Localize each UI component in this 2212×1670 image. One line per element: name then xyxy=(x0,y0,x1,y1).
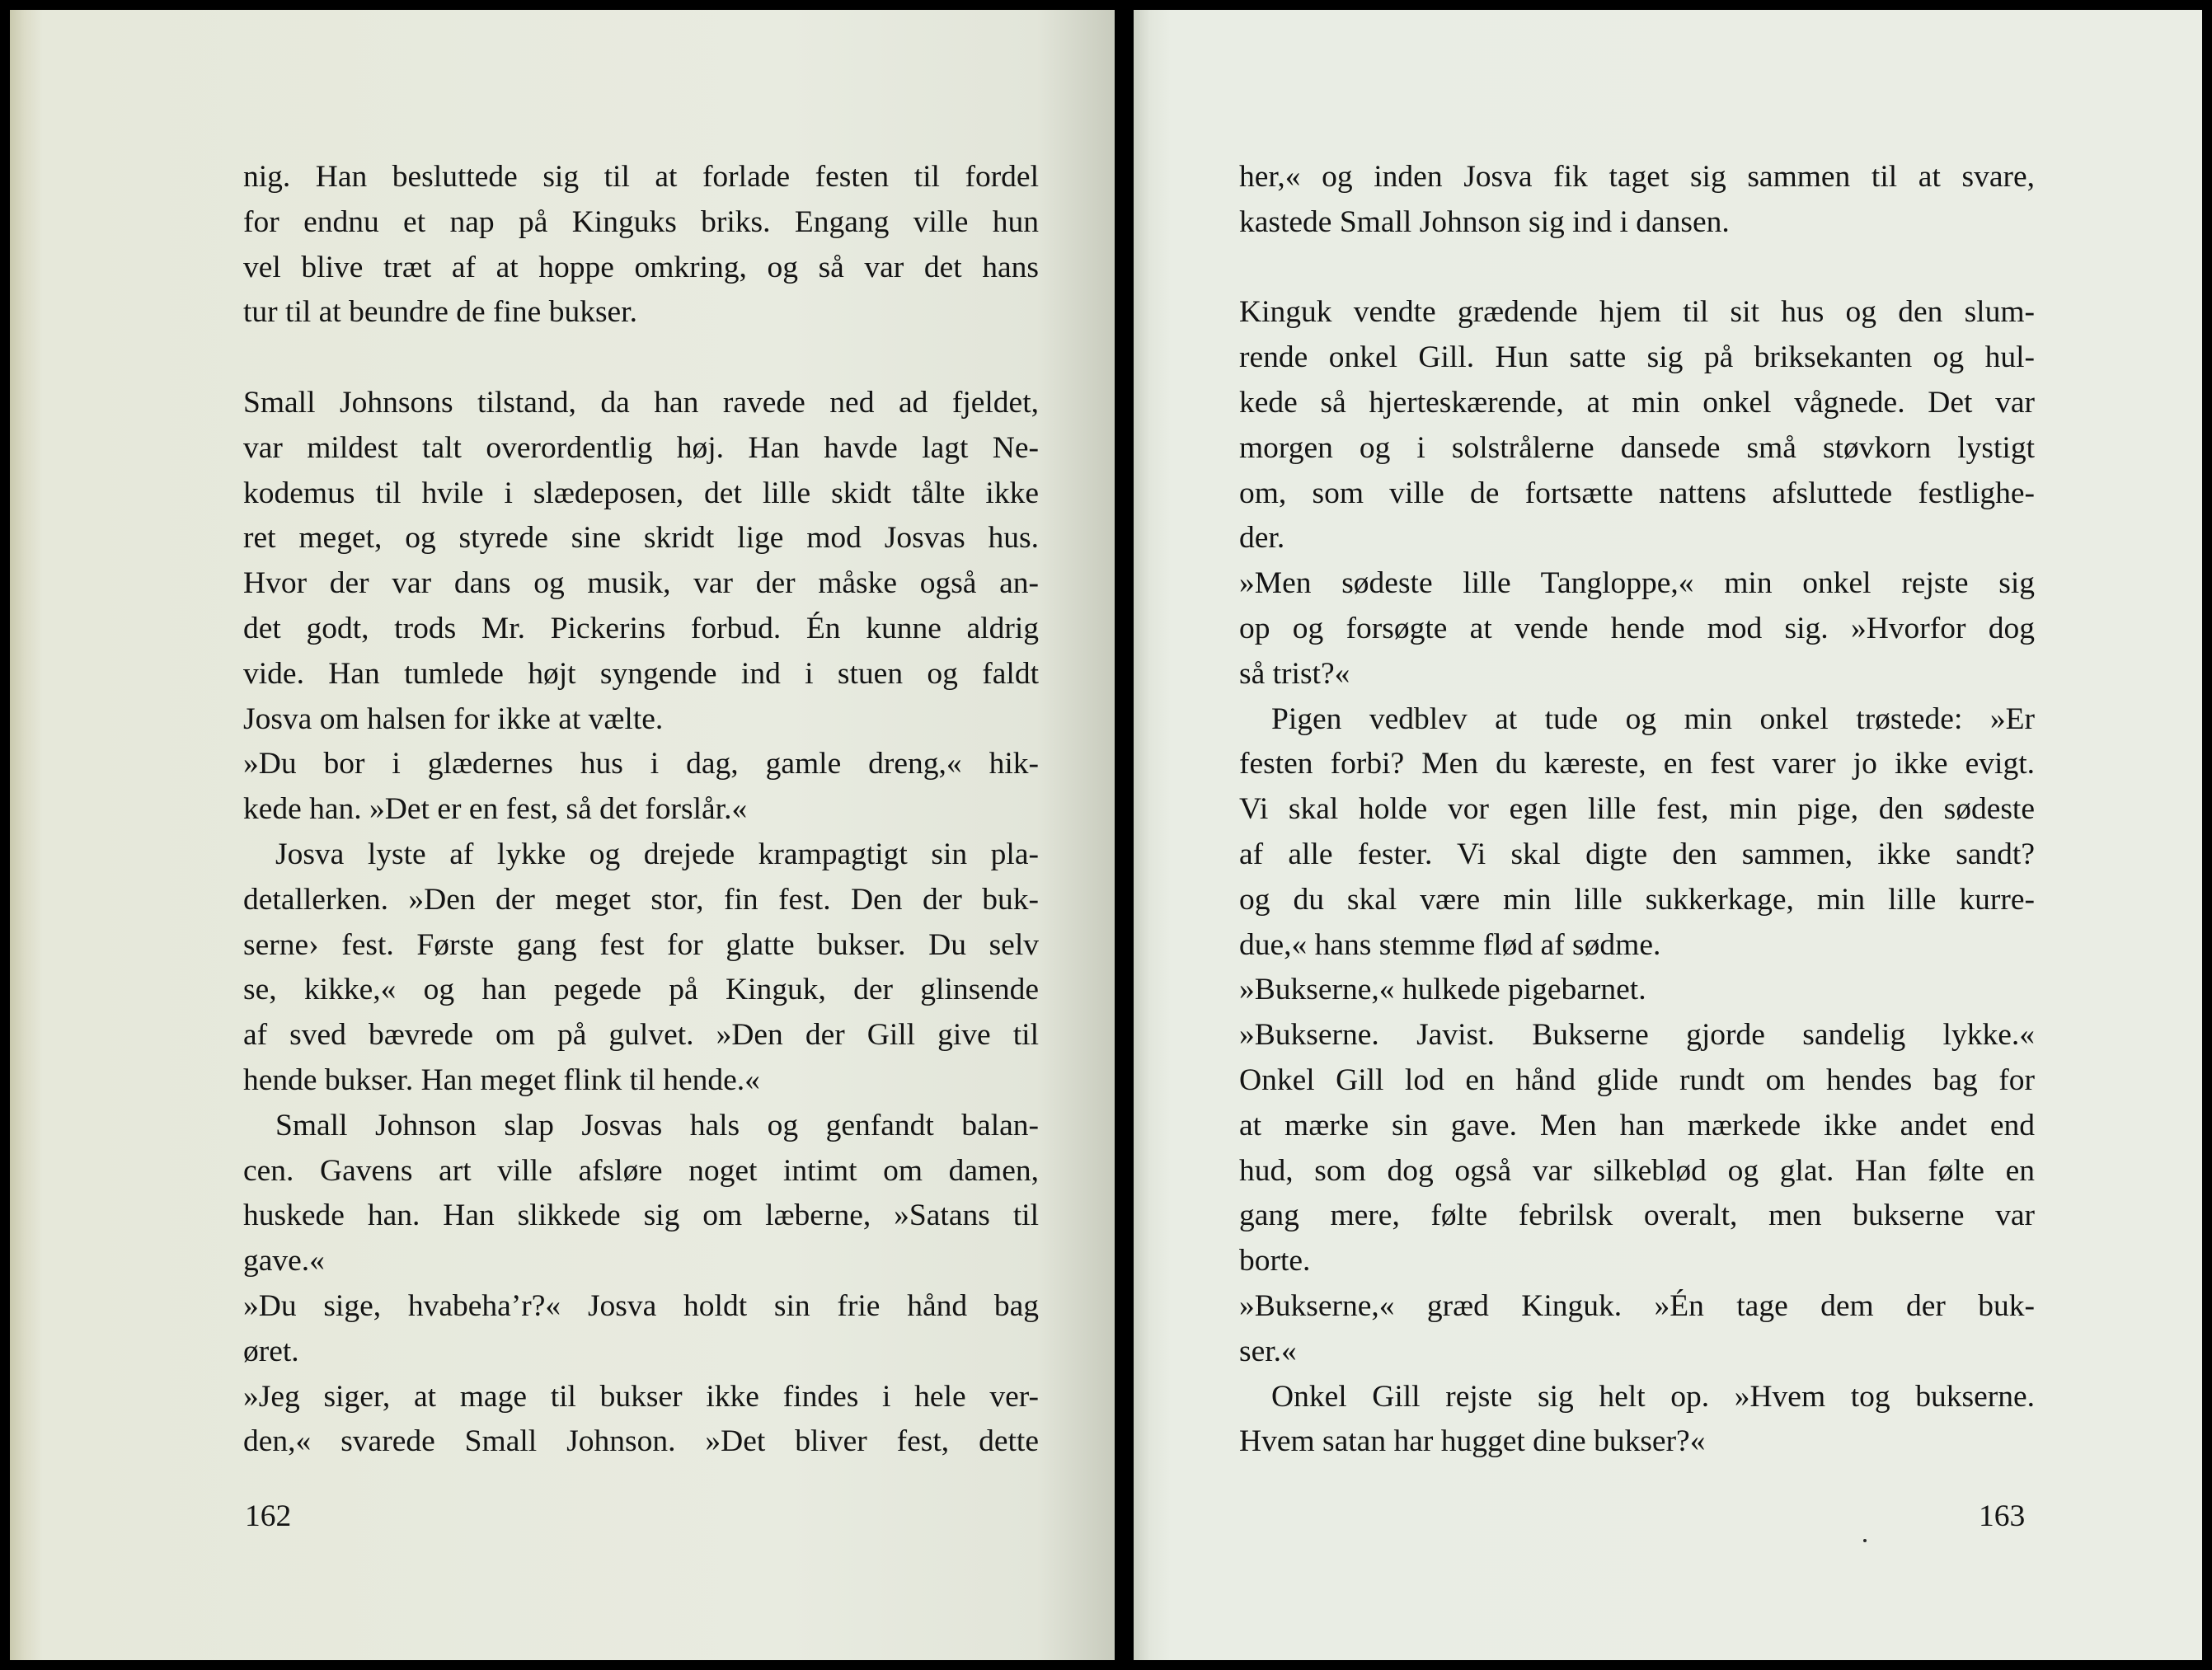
left-page-number: 162 xyxy=(245,1499,292,1533)
text-line: »Bukserne. Javist. Bukserne gjorde sandelig lykke.« xyxy=(1239,1018,2035,1053)
text-line: op og forsøgte at vende hende mod sig. »Hvorfor dog xyxy=(1239,611,2035,645)
text-line: Onkel Gill rejste sig helt op. »Hvem tog bukserne. xyxy=(1271,1379,2035,1414)
text-line: gang mere, følte febrilsk overalt, men bukserne var xyxy=(1239,1199,2035,1233)
text-line: Small Johnsons tilstand, da han ravede ned ad fjeldet, xyxy=(243,385,1039,420)
text-line: vel blive træt af at hoppe omkring, og så var det hans xyxy=(243,250,1039,284)
left-page-body-text xyxy=(243,155,1039,1465)
text-line: detallerken. »Den der meget stor, fin fest. Den der buk- xyxy=(243,882,1039,917)
text-line: serne› fest. Første gang fest for glatte bukser. Du selv xyxy=(243,927,1039,962)
text-line: så trist?« xyxy=(1239,656,1350,691)
text-line: gave.« xyxy=(243,1244,325,1278)
right-page-number: 163 xyxy=(1979,1499,2026,1533)
text-line: »Bukserne,« hulkede pigebarnet. xyxy=(1239,973,1646,1007)
paragraph-gap xyxy=(243,335,1039,381)
text-line: huskede han. Han slikkede sig om læberne, »Satans til xyxy=(243,1199,1039,1233)
text-line: se, kikke,« og han pegede på Kinguk, der glinsende xyxy=(243,973,1039,1007)
text-line: »Men sødeste lille Tangloppe,« min onkel rejste sig xyxy=(1239,566,2035,601)
text-line: den,« svarede Small Johnson. »Det bliver fest, dette xyxy=(243,1424,1039,1459)
text-line: kastede Small Johnson sig ind i dansen. xyxy=(1239,204,1730,239)
text-line: »Bukserne,« græd Kinguk. »Én tage dem der buk- xyxy=(1239,1288,2035,1323)
text-line: ret meget, og styrede sine skridt lige mod Josvas hus. xyxy=(243,521,1039,556)
text-line: Pigen vedblev at tude og min onkel trøstede: »Er xyxy=(1271,701,2035,736)
text-line: hende bukser. Han meget flink til hende.« xyxy=(243,1063,760,1097)
text-line: morgen og i solstrålerne dansede små støvkorn lystigt xyxy=(1239,430,2035,465)
text-line: Small Johnson slap Josvas hals og genfandt balan- xyxy=(275,1108,1039,1142)
left-page xyxy=(10,10,1115,1660)
right-page xyxy=(1134,10,2202,1660)
text-line: vide. Han tumlede højt syngende ind i stuen og faldt xyxy=(243,656,1039,691)
text-line: »Du bor i glædernes hus i dag, gamle dreng,« hik- xyxy=(243,747,1039,781)
text-line: »Jeg siger, at mage til bukser ikke findes i hele ver- xyxy=(243,1379,1039,1414)
text-line: kodemus til hvile i slædeposen, det lille skidt tålte ikke xyxy=(243,476,1039,510)
text-line: »Du sige, hvabeha’r?« Josva holdt sin frie hånd bag xyxy=(243,1288,1039,1323)
text-line: Josva om halsen for ikke at vælte. xyxy=(243,701,664,736)
text-line: Onkel Gill lod en hånd glide rundt om hendes bag for xyxy=(1239,1063,2035,1097)
text-line: cen. Gavens art ville afsløre noget intimt om damen, xyxy=(243,1153,1039,1188)
text-line: at mærke sin gave. Men han mærkede ikke andet end xyxy=(1239,1108,2035,1142)
text-line: det godt, trods Mr. Pickerins forbud. Én kunne aldrig xyxy=(243,611,1039,645)
paragraph-gap xyxy=(1239,246,2035,291)
text-line: om, som ville de fortsætte nattens afsluttede festlighe- xyxy=(1239,476,2035,510)
text-line: og du skal være min lille sukkerkage, min lille kurre- xyxy=(1239,882,2035,917)
text-line: af alle fester. Vi skal digte den sammen, ikke sandt? xyxy=(1239,837,2035,871)
text-line: nig. Han besluttede sig til at forlade festen til fordel xyxy=(243,160,1039,194)
text-line: tur til at beundre de fine bukser. xyxy=(243,295,637,330)
text-line: ser.« xyxy=(1239,1334,1297,1368)
right-page-body-text xyxy=(1239,155,2035,1465)
text-line: der. xyxy=(1239,521,1285,556)
text-line: hud, som dog også var silkeblød og glat. Han følte en xyxy=(1239,1153,2035,1188)
text-line: due,« hans stemme flød af sødme. xyxy=(1239,927,1661,962)
text-line: Kinguk vendte grædende hjem til sit hus og den slum- xyxy=(1239,295,2035,330)
text-line: øret. xyxy=(243,1334,299,1368)
text-line: Hvem satan har hugget dine bukser?« xyxy=(1239,1424,1706,1459)
text-line: for endnu et nap på Kinguks briks. Engang ville hun xyxy=(243,204,1039,239)
text-line: af sved bævrede om på gulvet. »Den der Gill give til xyxy=(243,1018,1039,1053)
text-line: kede han. »Det er en fest, så det forslår.« xyxy=(243,792,748,827)
text-line: borte. xyxy=(1239,1244,1311,1278)
text-line: festen forbi? Men du kæreste, en fest varer jo ikke evigt. xyxy=(1239,747,2035,781)
text-line: var mildest talt overordentlig høj. Han havde lagt Ne- xyxy=(243,430,1039,465)
text-line: Vi skal holde vor egen lille fest, min pige, den sødeste xyxy=(1239,792,2035,827)
paper-speck xyxy=(1863,1539,1867,1542)
text-line: rende onkel Gill. Hun satte sig på briksekanten og hul- xyxy=(1239,340,2035,375)
text-line: kede så hjerteskærende, at min onkel vågnede. Det var xyxy=(1239,385,2035,420)
text-line: Josva lyste af lykke og drejede krampagtigt sin pla- xyxy=(275,837,1039,871)
text-line: her,« og inden Josva fik taget sig sammen til at svare, xyxy=(1239,160,2035,194)
text-line: Hvor der var dans og musik, var der måske også an- xyxy=(243,566,1039,601)
